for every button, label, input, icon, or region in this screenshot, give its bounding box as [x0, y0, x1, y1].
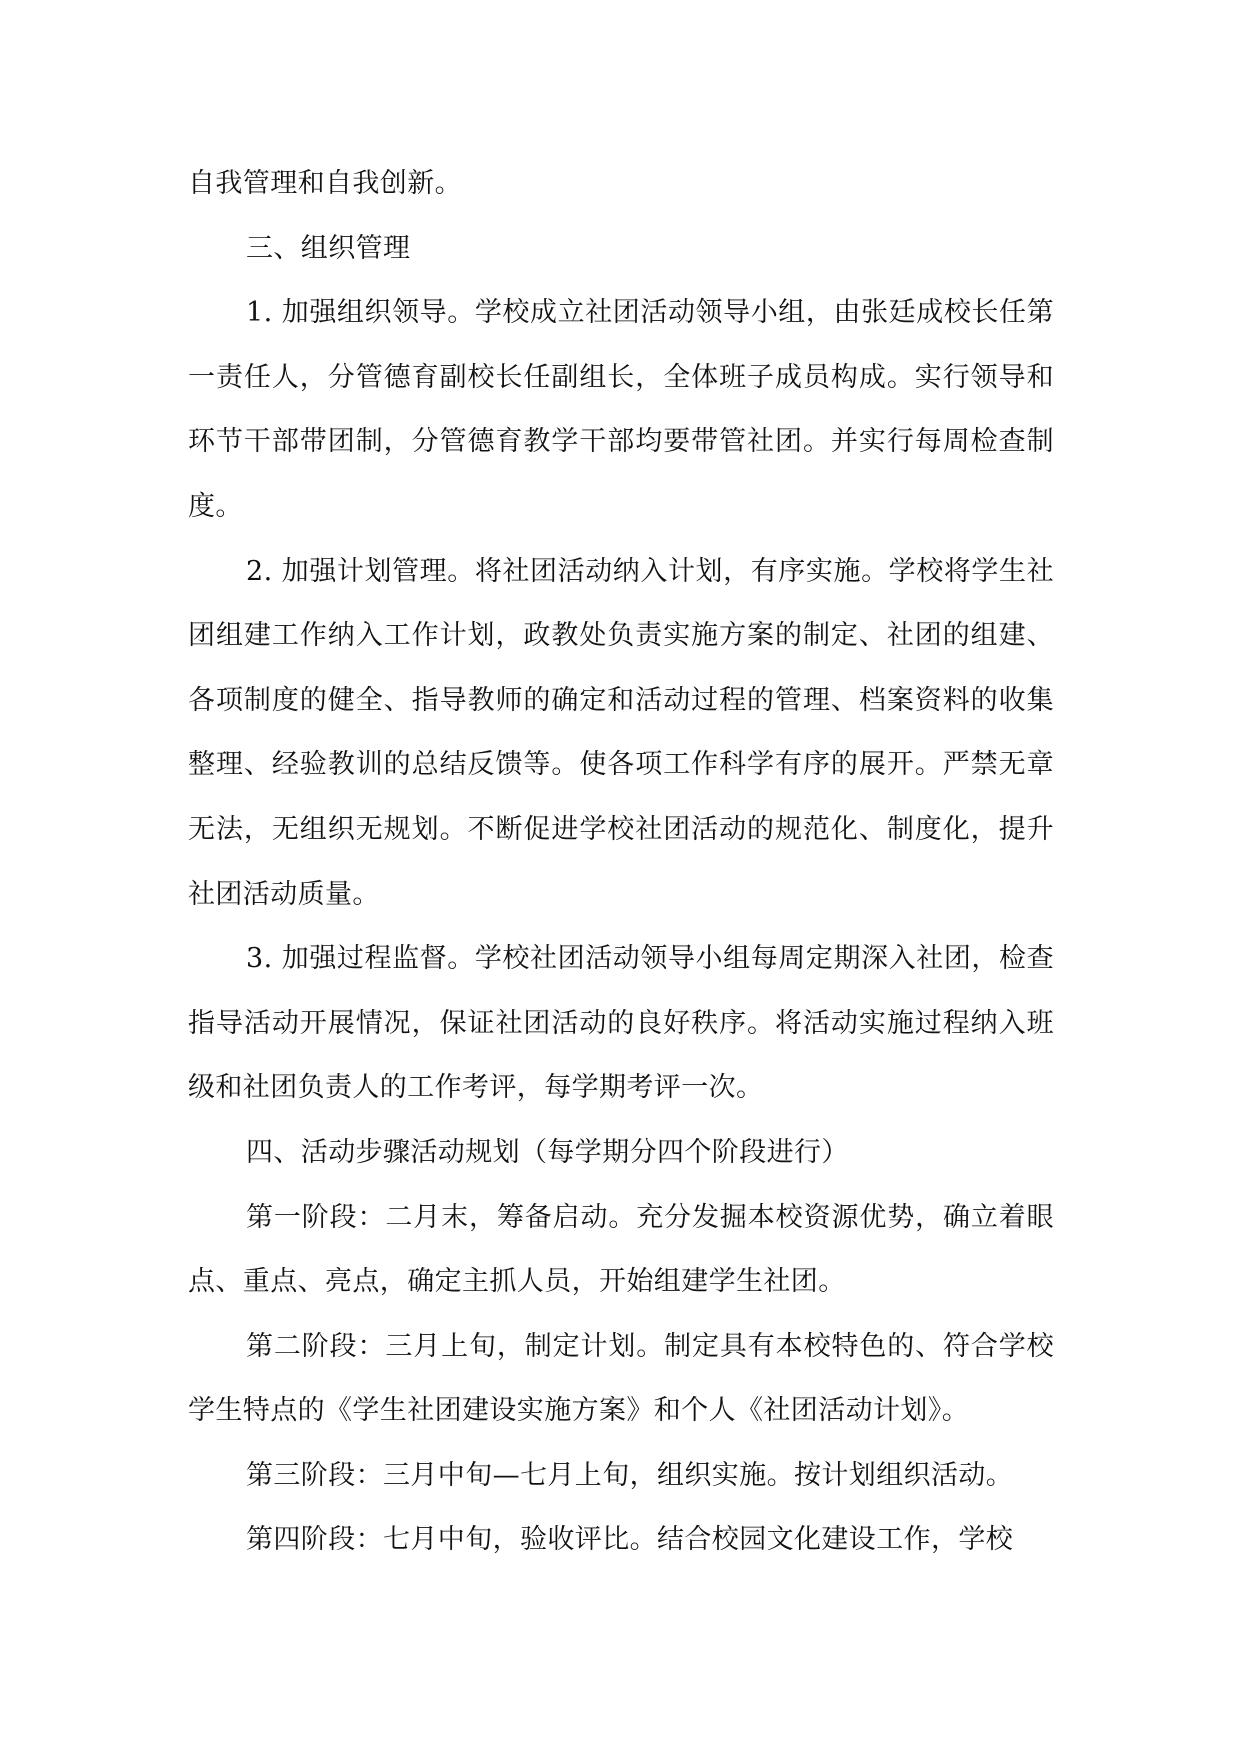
paragraph-stage-2: 第二阶段：三月上旬，制定计划。制定具有本校特色的、符合学校学生特点的《学生社团建设实施方案》和个人《社团活动计划》。	[188, 1330, 1054, 1427]
paragraph-leadership: 1. 加强组织领导。学校成立社团活动领导小组，由张廷成校长任第一责任人，分管德育副校长任副组长，全体班子成员构成。实行领导和环节干部带团制，分管德育教学干部均要带管社团。并实行每周检查制度。	[188, 297, 1054, 522]
document-body	[188, 152, 1054, 1573]
paragraph-1: 自我管理和自我创新。	[188, 168, 462, 199]
paragraph-stage-4: 第四阶段：七月中旬，验收评比。结合校园文化建设工作，学校	[246, 1524, 1014, 1556]
paragraph-plan-management: 2. 加强计划管理。将社团活动纳入计划，有序实施。学校将学生社团组建工作纳入工作计划，政教处负责实施方案的制定、社团的组建、各项制度的健全、指导教师的确定和活动过程的管理、档案资料的收集整理、经验教训的总结反馈等。使各项工作科学有序的展开。严禁无章无法，无组织无规划。不断促进学校社团活动的规范化、制度化，提升社团活动质量。	[188, 555, 1054, 910]
section-heading-organization: 三、组织管理	[246, 232, 411, 264]
section-heading-activity-steps: 四、活动步骤活动规划（每学期分四个阶段进行）	[246, 1136, 849, 1168]
paragraph-stage-3: 第三阶段：三月中旬—七月上旬，组织实施。按计划组织活动。	[246, 1459, 1014, 1491]
paragraph-process-supervision: 3. 加强过程监督。学校社团活动领导小组每周定期深入社团，检查指导活动开展情况，保证社团活动的良好秩序。将活动实施过程纳入班级和社团负责人的工作考评，每学期考评一次。	[188, 943, 1054, 1104]
paragraph-stage-1: 第一阶段：二月末，筹备启动。充分发掘本校资源优势，确立着眼点、重点、亮点，确定主抓人员，开始组建学生社团。	[188, 1201, 1054, 1298]
